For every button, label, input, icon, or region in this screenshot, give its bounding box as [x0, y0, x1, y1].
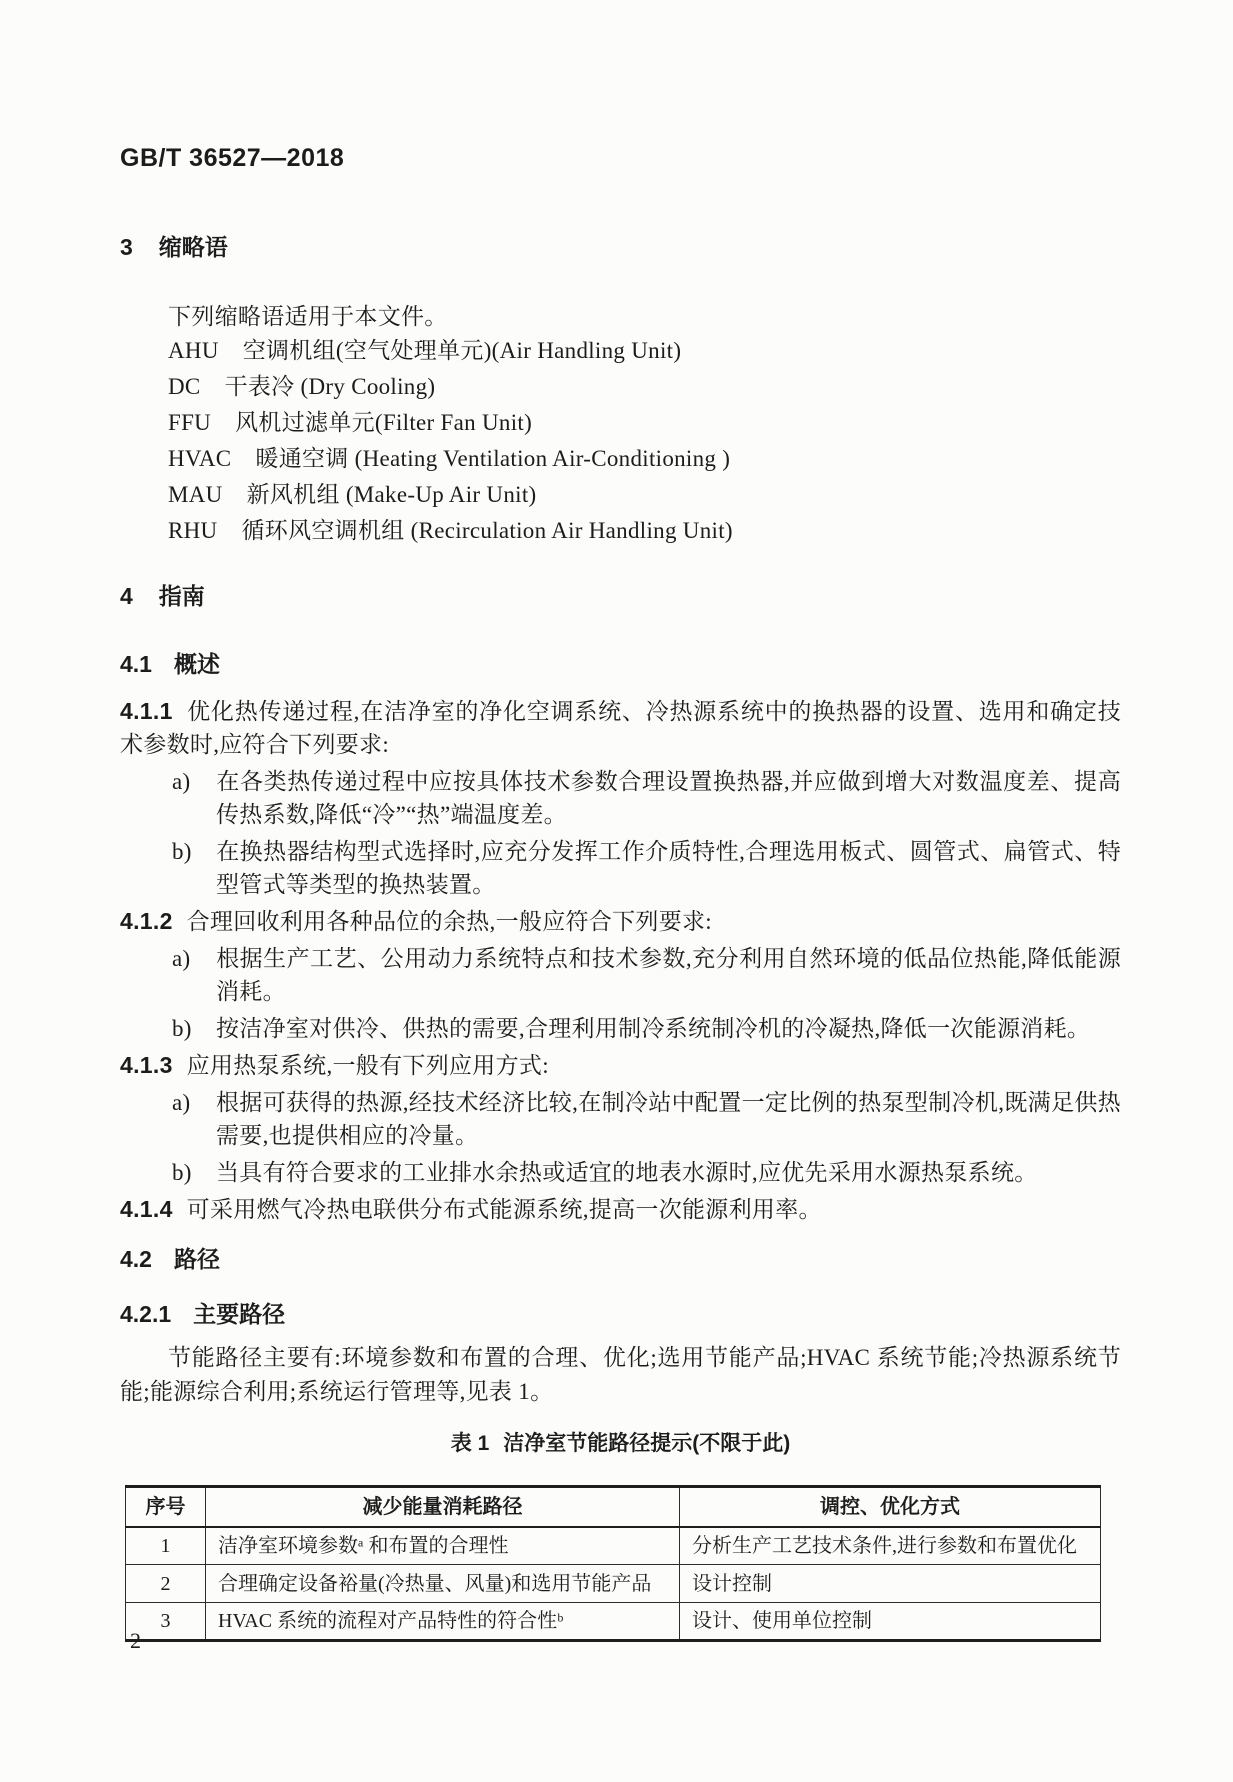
abbr-definition: 风机过滤单元(Filter Fan Unit)	[235, 410, 533, 435]
list-item-4-1-2-b	[120, 1012, 1121, 1045]
abbr-definition: 新风机组 (Make-Up Air Unit)	[246, 482, 537, 507]
column-header-path: 减少能量消耗路径	[206, 1487, 680, 1527]
cell-path: HVAC 系统的流程对产品特性的符合性ᵇ	[206, 1603, 680, 1641]
section-4-heading	[120, 582, 1121, 610]
abbr-definition: 暖通空调 (Heating Ventilation Air-Conditioning )	[255, 446, 731, 471]
clause-number: 4.1.3	[120, 1052, 173, 1078]
table-row	[126, 1565, 1101, 1603]
clause-4-1-2	[120, 905, 1121, 938]
clause-4-1-4	[120, 1193, 1121, 1226]
section-4-2-1-number: 4.2.1	[120, 1301, 172, 1327]
paragraph-energy-paths: 节能路径主要有:环境参数和布置的合理、优化;选用节能产品;HVAC 系统节能;冷热源系统节能;能源综合利用;系统运行管理等,见表 1。	[120, 1345, 1121, 1404]
list-text: 按洁净室对供冷、供热的需要,合理利用制冷系统制冷机的冷凝热,降低一次能源消耗。	[216, 1016, 1091, 1041]
list-item-4-1-2-a	[120, 942, 1121, 1008]
section-4-2-heading	[120, 1245, 1121, 1273]
section-4-2-title: 路径	[173, 1246, 220, 1272]
abbr-term: DC	[168, 374, 201, 399]
section-4-1-number: 4.1	[120, 651, 152, 677]
abbr-item-dc	[168, 369, 1121, 405]
abbr-item-ffu	[168, 405, 1121, 441]
clause-text: 可采用燃气冷热电联供分布式能源系统,提高一次能源利用率。	[186, 1197, 822, 1222]
table-1	[125, 1485, 1101, 1642]
list-text: 在换热器结构型式选择时,应充分发挥工作介质特性,合理选用板式、圆管式、扁管式、特型管式等类型的换热装置。	[216, 839, 1121, 897]
clause-text: 应用热泵系统,一般有下列应用方式:	[186, 1053, 549, 1078]
clause-4-1-1	[120, 695, 1121, 761]
standard-code: GB/T 36527—2018	[120, 144, 345, 172]
abbr-term: FFU	[168, 410, 212, 435]
cell-method: 设计、使用单位控制	[680, 1603, 1101, 1641]
cell-row-number: 1	[126, 1527, 206, 1565]
list-label: b)	[172, 1160, 192, 1185]
list-label: a)	[172, 946, 191, 971]
list-text: 根据生产工艺、公用动力系统特点和技术参数,充分利用自然环境的低品位热能,降低能源消耗。	[216, 946, 1121, 1004]
list-label: b)	[172, 839, 192, 864]
abbr-item-ahu	[168, 333, 1121, 369]
table-header-row	[126, 1487, 1101, 1527]
cell-row-number: 3	[126, 1603, 206, 1641]
clause-text: 优化热传递过程,在洁净室的净化空调系统、冷热源系统中的换热器的设置、选用和确定技术参数时,应符合下列要求:	[120, 699, 1121, 757]
clause-4-1-3	[120, 1049, 1121, 1082]
section-4-title: 指南	[158, 583, 205, 609]
list-text: 当具有符合要求的工业排水余热或适宜的地表水源时,应优先采用水源热泵系统。	[216, 1160, 1038, 1185]
list-label: a)	[172, 1090, 191, 1115]
table-1-caption	[120, 1429, 1121, 1459]
list-item-4-1-3-b	[120, 1156, 1121, 1189]
section-4-2-1-title: 主要路径	[193, 1301, 286, 1327]
clause-text: 合理回收利用各种品位的余热,一般应符合下列要求:	[186, 909, 712, 934]
abbr-term: HVAC	[168, 446, 232, 471]
table-caption-label: 表 1	[450, 1432, 490, 1455]
clause-number: 4.1.4	[120, 1196, 173, 1222]
abbr-definition: 循环风空调机组 (Recirculation Air Handling Unit)	[241, 518, 733, 543]
section-4-2-number: 4.2	[120, 1246, 152, 1272]
abbr-term: MAU	[168, 482, 223, 507]
table-row	[126, 1603, 1101, 1641]
page-number: 2	[130, 1628, 141, 1653]
clause-number: 4.1.2	[120, 908, 173, 934]
list-item-4-1-1-b	[120, 835, 1121, 901]
section-4-1-heading	[120, 650, 1121, 678]
table-caption-title: 洁净室节能路径提示(不限于此)	[503, 1432, 791, 1455]
column-header-method: 调控、优化方式	[680, 1487, 1101, 1527]
section-3-title: 缩略语	[158, 234, 228, 260]
column-header-index: 序号	[126, 1487, 206, 1527]
section-4-1-title: 概述	[173, 651, 220, 677]
abbr-term: AHU	[168, 338, 219, 363]
cell-path: 洁净室环境参数ᵃ 和布置的合理性	[206, 1527, 680, 1565]
list-text: 在各类热传递过程中应按具体技术参数合理设置换热器,并应做到增大对数温度差、提高传热系数,降低“冷”“热”端温度差。	[216, 769, 1121, 827]
cell-path: 合理确定设备裕量(冷热量、风量)和选用节能产品	[206, 1565, 680, 1603]
section-4-number: 4	[120, 583, 133, 609]
abbr-definition: 干表冷 (Dry Cooling)	[224, 374, 436, 399]
abbreviation-list	[120, 333, 1121, 549]
cell-method: 设计控制	[680, 1565, 1101, 1603]
abbr-item-rhu	[168, 513, 1121, 549]
section-3-number: 3	[120, 234, 133, 260]
abbr-term: RHU	[168, 518, 218, 543]
abbr-definition: 空调机组(空气处理单元)(Air Handling Unit)	[242, 338, 682, 363]
list-text: 根据可获得的热源,经技术经济比较,在制冷站中配置一定比例的热泵型制冷机,既满足供热需要,也提供相应的冷量。	[216, 1090, 1121, 1148]
cell-method: 分析生产工艺技术条件,进行参数和布置优化	[680, 1527, 1101, 1565]
list-label: a)	[172, 769, 191, 794]
list-label: b)	[172, 1016, 192, 1041]
cell-row-number: 2	[126, 1565, 206, 1603]
abbreviations-intro: 下列缩略语适用于本文件。	[168, 304, 448, 329]
list-item-4-1-3-a	[120, 1086, 1121, 1152]
section-3-heading	[120, 233, 1121, 261]
list-item-4-1-1-a	[120, 765, 1121, 831]
table-row	[126, 1527, 1101, 1565]
abbr-item-mau	[168, 477, 1121, 513]
section-4-2-1-heading	[120, 1300, 1121, 1328]
abbr-item-hvac	[168, 441, 1121, 477]
clause-number: 4.1.1	[120, 698, 173, 724]
